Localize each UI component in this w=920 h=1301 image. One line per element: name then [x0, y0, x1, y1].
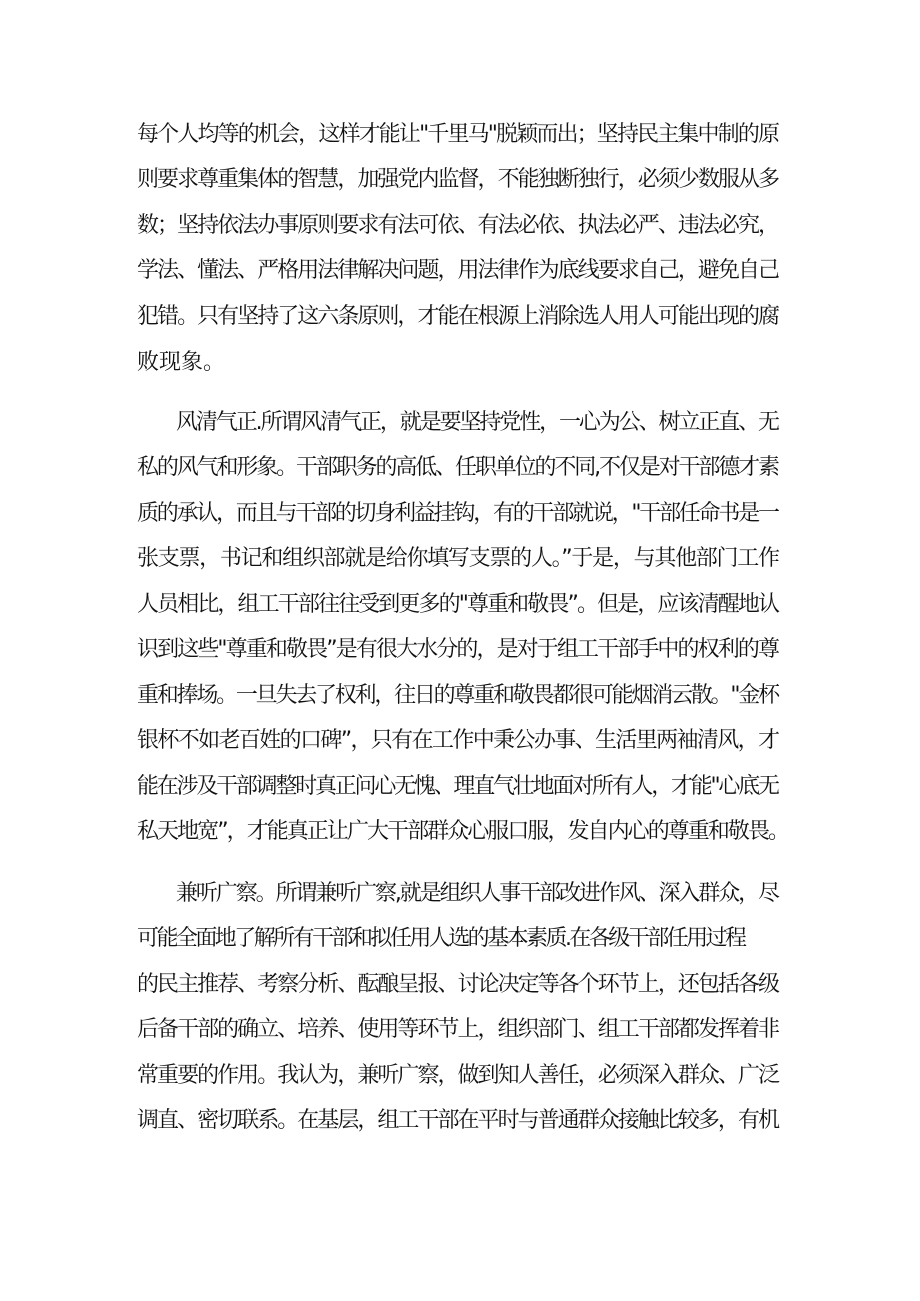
text-line: 质的承认，而且与干部的切身利益挂钩，有的干部就说，"干部任命书是一 [137, 501, 778, 526]
text-line: 后备干部的确立、培养、使用等环节上，组织部门、组工干部都发挥着非 [137, 1017, 779, 1042]
text-line: 人员相比，组工干部往往受到更多的"尊重和敬畏”。但是，应该清醒地认 [137, 592, 779, 617]
text-line: 犯错。只有坚持了这六条原则，才能在根源上消除选人用人可能出现的腐 [137, 304, 779, 329]
text-line: 兼听广察。所谓兼听广察,就是组织人事干部改进作风、深入群众，尽 [176, 881, 778, 906]
text-line: 张支票，书记和组织部就是给你填写支票的人。”于是，与其他部门工作 [137, 546, 779, 571]
text-line: 能在涉及干部调整时真正问心无愧、理直气壮地面对所有人，才能"心底无 [137, 774, 778, 799]
text-line: 银杯不如老百姓的口碑”，只有在工作中秉公办事、生活里两袖清风，才 [137, 728, 779, 753]
text-line: 则要求尊重集体的智慧，加强党内监督，不能独断独行，必须少数服从多 [137, 167, 779, 192]
text-line: 重和捧场。一旦失去了权利，往日的尊重和敬畏都很可能烟消云散。"金杯 [137, 683, 778, 708]
text-line: 每个人均等的机会，这样才能让"千里马"脱颖而出；坚持民主集中制的原 [137, 122, 779, 147]
text-line: 数；坚持依法办事原则要求有法可依、有法必依、执法必严、违法必究， [137, 213, 779, 238]
text-line: 私的风气和形象。干部职务的高低、任职单位的不同,不仅是对干部德才素 [137, 455, 778, 480]
text-line: 识到这些"尊重和敬畏”是有很大水分的，是对于组工干部手中的权利的尊 [137, 637, 779, 662]
text-line: 常重要的作用。我认为，兼听广察，做到知人善任，必须深入群众、广泛 [137, 1063, 779, 1088]
text-line: 学法、懂法、严格用法律解决问题，用法律作为底线要求自己，避免自己 [137, 258, 779, 283]
text-line: 可能全面地了解所有干部和拟任用人选的基本素质.在各级干部任用过程 [137, 926, 745, 951]
text-line: 风清气正.所谓风清气正，就是要坚持党性，一心为公、树立正直、无 [176, 410, 778, 435]
text-line: 败现象。 [137, 350, 226, 375]
text-line: 私天地宽”，才能真正让广大干部群众心服口服，发自内心的尊重和敬畏。 [137, 819, 789, 844]
text-line: 的民主推荐、考察分析、酝酿呈报、讨论决定等各个环节上，还包括各级 [137, 972, 779, 997]
text-line: 调直、密切联系。在基层，组工干部在平时与普通群众接触比较多，有机 [137, 1108, 779, 1133]
